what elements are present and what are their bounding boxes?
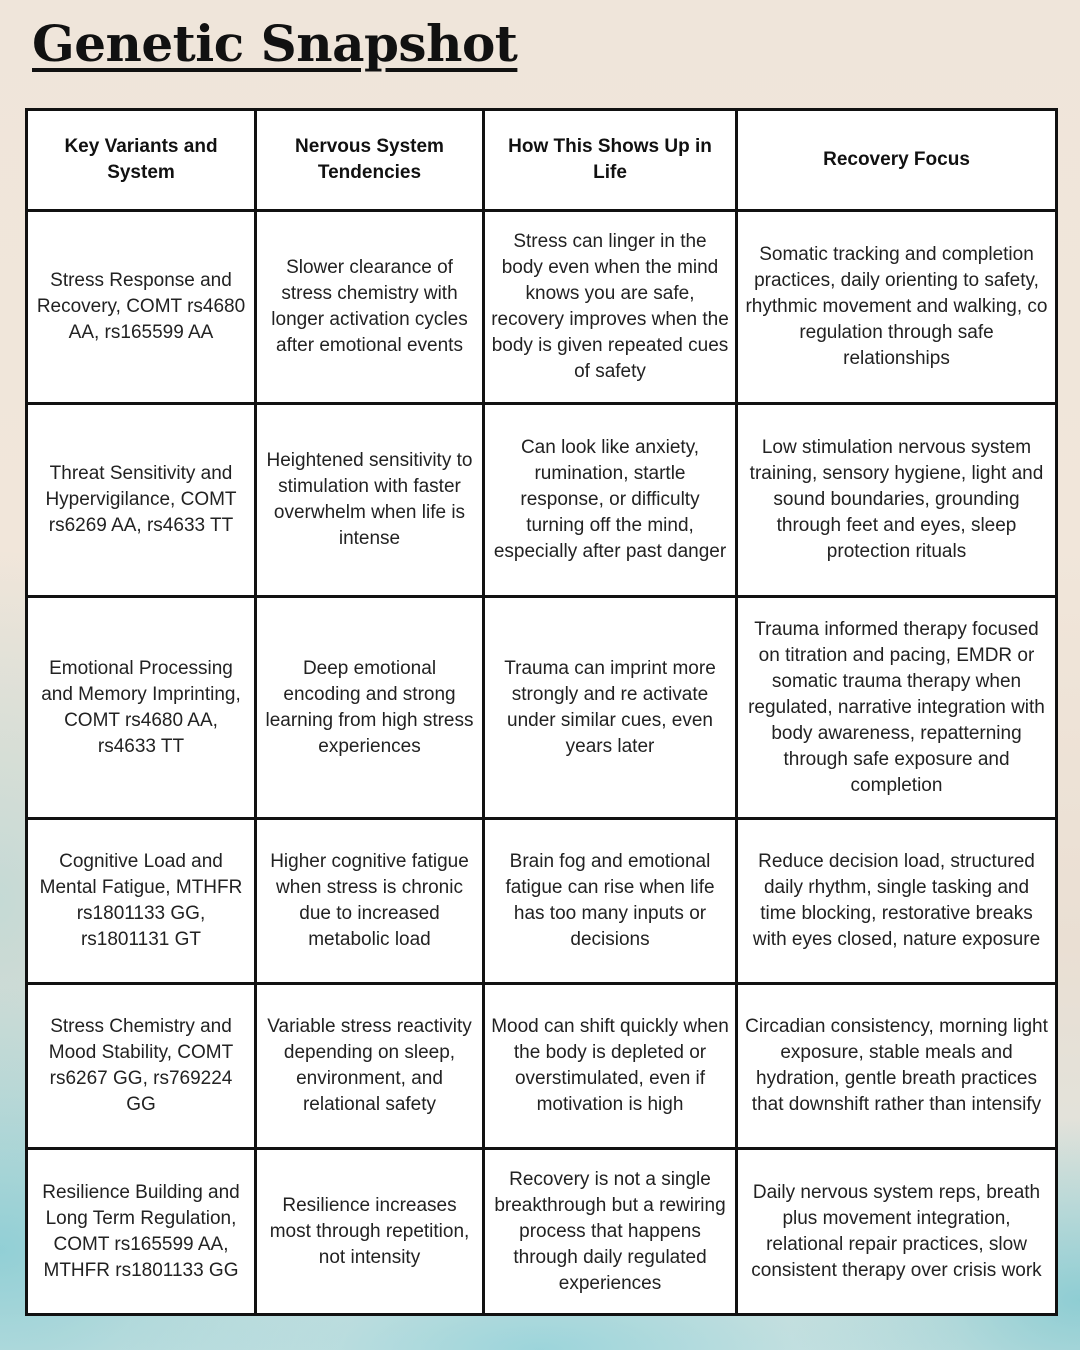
- cell-variants: Cognitive Load and Mental Fatigue, MTHFR rs1801133 GG, rs1801131 GT: [27, 819, 256, 984]
- cell-life: Can look like anxiety, rumination, startle response, or difficulty turning off the mind, especially after past danger: [484, 404, 737, 597]
- cell-focus: Circadian consistency, morning light exposure, stable meals and hydration, gentle breath practices that downshift rather than intensify: [737, 984, 1057, 1149]
- cell-tendencies: Slower clearance of stress chemistry with longer activation cycles after emotional events: [256, 211, 484, 404]
- cell-tendencies: Heightened sensitivity to stimulation with faster overwhelm when life is intense: [256, 404, 484, 597]
- table-row: [27, 597, 1057, 819]
- cell-life: Mood can shift quickly when the body is depleted or overstimulated, even if motivation is high: [484, 984, 737, 1149]
- table-header-row: [27, 110, 1057, 211]
- cell-variants: Stress Chemistry and Mood Stability, COMT rs6267 GG, rs769224 GG: [27, 984, 256, 1149]
- cell-variants: Threat Sensitivity and Hypervigilance, COMT rs6269 AA, rs4633 TT: [27, 404, 256, 597]
- page-title: Genetic Snapshot: [32, 14, 518, 73]
- cell-variants: Resilience Building and Long Term Regulation, COMT rs165599 AA, MTHFR rs1801133 GG: [27, 1149, 256, 1315]
- table-row: [27, 211, 1057, 404]
- cell-focus: Reduce decision load, structured daily rhythm, single tasking and time blocking, restorative breaks with eyes closed, nature exposure: [737, 819, 1057, 984]
- cell-tendencies: Deep emotional encoding and strong learning from high stress experiences: [256, 597, 484, 819]
- cell-focus: Low stimulation nervous system training, sensory hygiene, light and sound boundaries, grounding through feet and eyes, sleep protection rituals: [737, 404, 1057, 597]
- cell-focus: Somatic tracking and completion practices, daily orienting to safety, rhythmic movement and walking, co regulation through safe relationships: [737, 211, 1057, 404]
- cell-tendencies: Higher cognitive fatigue when stress is chronic due to increased metabolic load: [256, 819, 484, 984]
- cell-variants: Emotional Processing and Memory Imprinting, COMT rs4680 AA, rs4633 TT: [27, 597, 256, 819]
- table-row: [27, 404, 1057, 597]
- genetic-snapshot-table: [25, 108, 1058, 1316]
- cell-life: Recovery is not a single breakthrough but a rewiring process that happens through daily regulated experiences: [484, 1149, 737, 1315]
- table-row: [27, 1149, 1057, 1315]
- cell-variants: Stress Response and Recovery, COMT rs4680 AA, rs165599 AA: [27, 211, 256, 404]
- header-key-variants: Key Variants and System: [27, 110, 256, 211]
- header-nervous-system: Nervous System Tendencies: [256, 110, 484, 211]
- cell-life: Trauma can imprint more strongly and re activate under similar cues, even years later: [484, 597, 737, 819]
- cell-tendencies: Resilience increases most through repetition, not intensity: [256, 1149, 484, 1315]
- cell-life: Stress can linger in the body even when the mind knows you are safe, recovery improves when the body is given repeated cues of safety: [484, 211, 737, 404]
- header-shows-up-in-life: How This Shows Up in Life: [484, 110, 737, 211]
- cell-focus: Trauma informed therapy focused on titration and pacing, EMDR or somatic trauma therapy when regulated, narrative integration with body awareness, repatterning through safe exposure and completion: [737, 597, 1057, 819]
- header-recovery-focus: Recovery Focus: [737, 110, 1057, 211]
- table-row: [27, 984, 1057, 1149]
- table-row: [27, 819, 1057, 984]
- cell-focus: Daily nervous system reps, breath plus movement integration, relational repair practices, slow consistent therapy over crisis work: [737, 1149, 1057, 1315]
- cell-life: Brain fog and emotional fatigue can rise when life has too many inputs or decisions: [484, 819, 737, 984]
- cell-tendencies: Variable stress reactivity depending on sleep, environment, and relational safety: [256, 984, 484, 1149]
